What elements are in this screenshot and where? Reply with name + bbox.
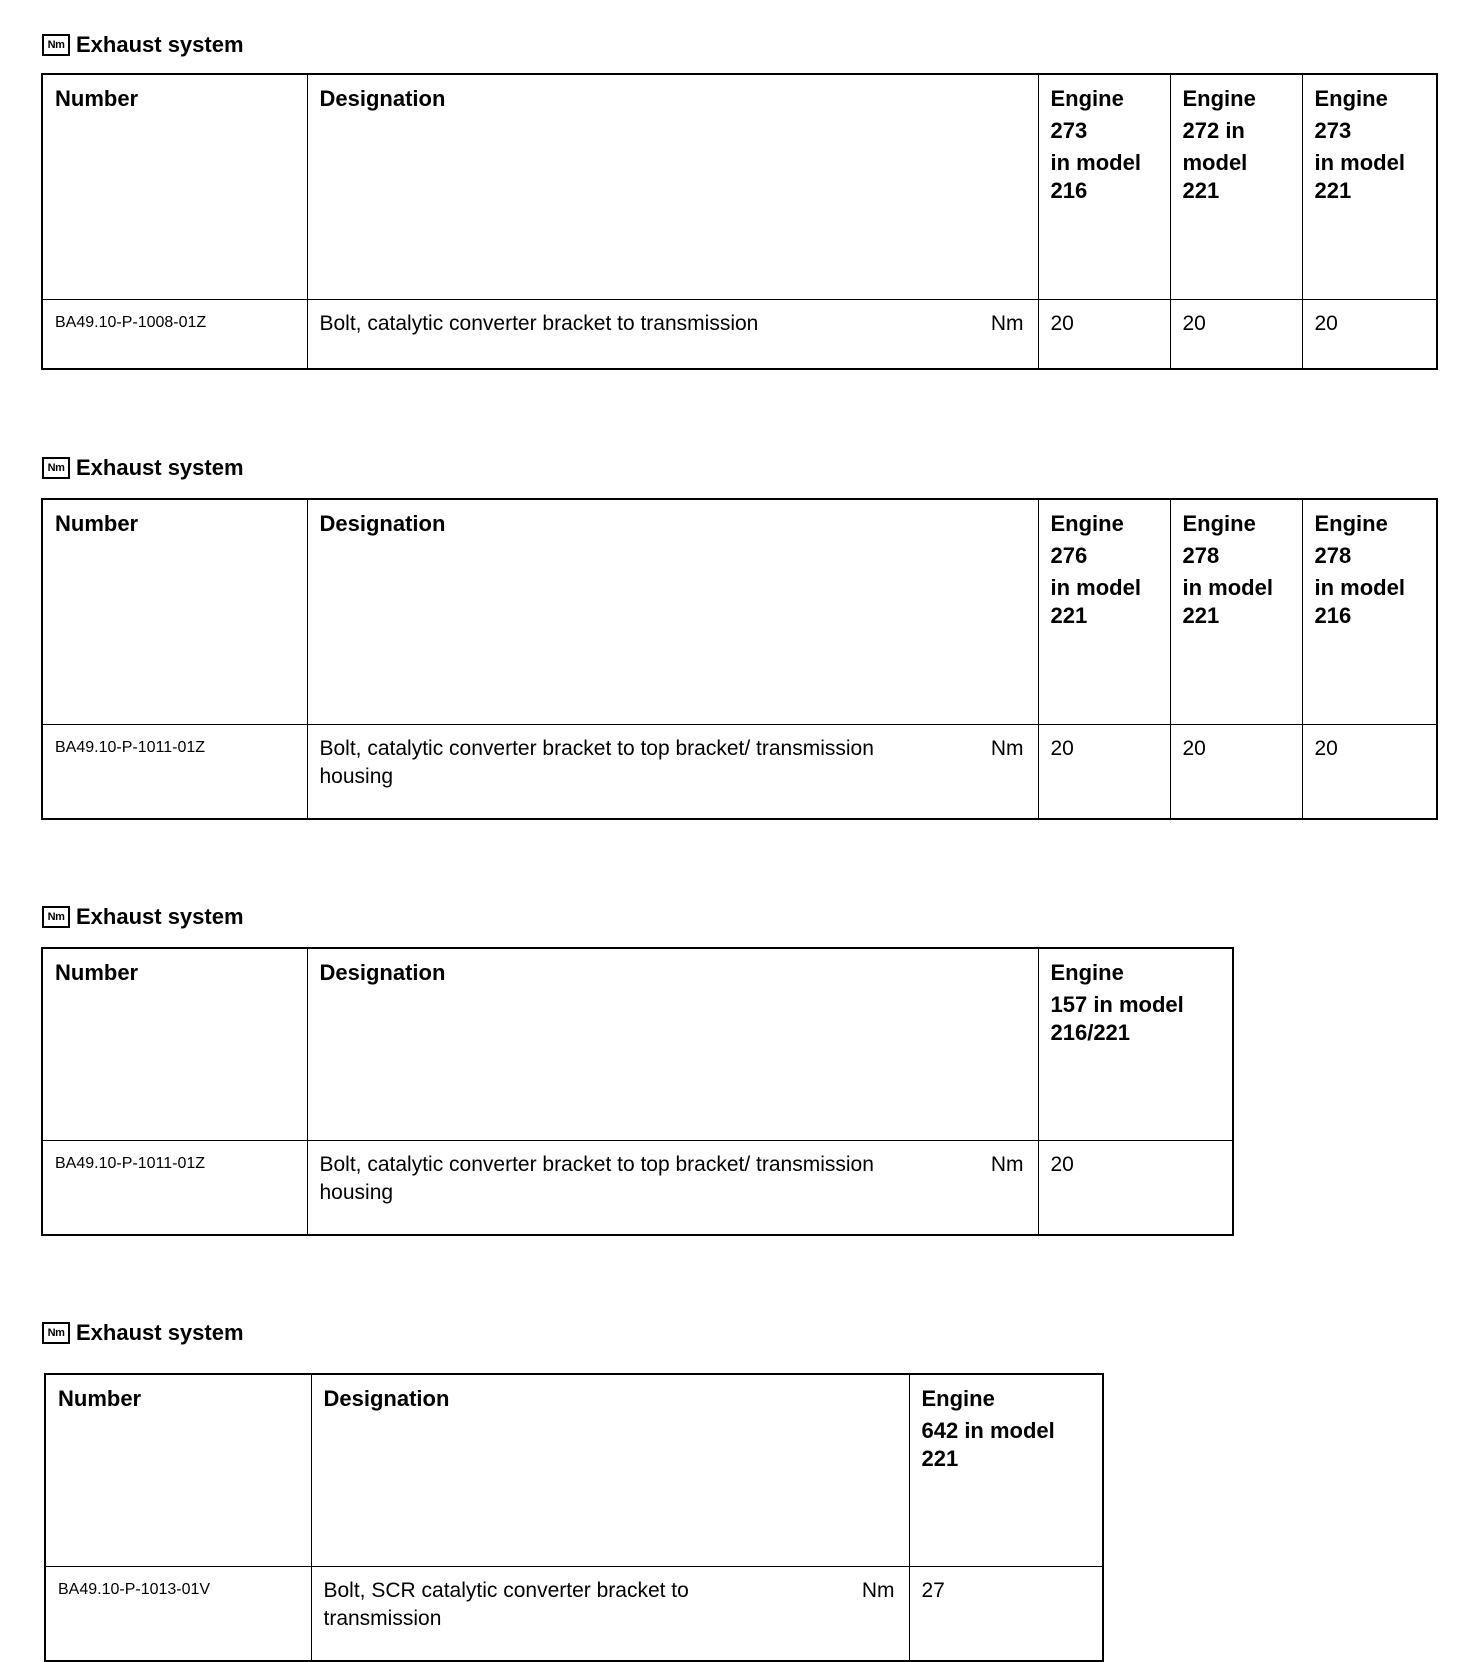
- engine-header: Engine 273 in model 216: [1038, 74, 1170, 299]
- torque-value: 20: [1170, 299, 1302, 369]
- torque-table: [41, 498, 1438, 820]
- section-title: [42, 32, 244, 58]
- designation-text: Bolt, catalytic converter bracket to transmission: [319, 311, 759, 335]
- header-row: [42, 74, 1437, 299]
- torque-value: 20: [1038, 299, 1170, 369]
- torque-table: [44, 1373, 1104, 1662]
- torque-nm-icon: Nm: [42, 1322, 70, 1344]
- torque-nm-icon: Nm: [42, 457, 70, 479]
- table-row: [42, 299, 1437, 369]
- designation-cell: [307, 299, 1038, 369]
- part-number: BA49.10-P-1013-01V: [45, 1566, 311, 1661]
- section-title-text: Exhaust system: [76, 455, 244, 480]
- unit-label: Nm: [861, 1578, 895, 1602]
- engine-header: Engine 278 in model 216: [1302, 499, 1437, 724]
- designation-cell: [311, 1566, 909, 1661]
- designation-cell: [307, 724, 1038, 819]
- header-row: [45, 1374, 1103, 1566]
- section-title: [42, 455, 244, 481]
- number-header: Number: [45, 1374, 311, 1566]
- part-number: BA49.10-P-1011-01Z: [42, 1140, 307, 1235]
- engine-header: Engine 278 in model 221: [1170, 499, 1302, 724]
- unit-label: Nm: [990, 1152, 1024, 1176]
- engine-header: Engine 273 in model 221: [1302, 74, 1437, 299]
- designation-header: Designation: [311, 1374, 909, 1566]
- header-row: [42, 499, 1437, 724]
- torque-value: 20: [1170, 724, 1302, 819]
- torque-value: 20: [1302, 724, 1437, 819]
- part-number: BA49.10-P-1008-01Z: [42, 299, 307, 369]
- torque-value: 27: [909, 1566, 1103, 1661]
- unit-label: Nm: [990, 736, 1024, 760]
- designation-text: Bolt, catalytic converter bracket to top bracket/ transmission housing: [319, 1152, 874, 1204]
- part-number: BA49.10-P-1011-01Z: [42, 724, 307, 819]
- designation-cell: [307, 1140, 1038, 1235]
- torque-value: 20: [1038, 1140, 1233, 1235]
- unit-label: Nm: [990, 311, 1024, 335]
- engine-header: Engine 276 in model 221: [1038, 499, 1170, 724]
- section-title: [42, 1320, 244, 1346]
- designation-header: Designation: [307, 74, 1038, 299]
- table-row: [42, 724, 1437, 819]
- designation-header: Designation: [307, 948, 1038, 1140]
- torque-nm-icon: Nm: [42, 34, 70, 56]
- number-header: Number: [42, 74, 307, 299]
- section-title-text: Exhaust system: [76, 904, 244, 929]
- section-title-text: Exhaust system: [76, 32, 244, 57]
- table-row: [45, 1566, 1103, 1661]
- torque-table: [41, 947, 1234, 1236]
- engine-header: Engine 642 in model 221: [909, 1374, 1103, 1566]
- number-header: Number: [42, 499, 307, 724]
- number-header: Number: [42, 948, 307, 1140]
- torque-table: [41, 73, 1438, 370]
- engine-header: Engine 272 in model 221: [1170, 74, 1302, 299]
- designation-text: Bolt, catalytic converter bracket to top bracket/ transmission housing: [319, 736, 874, 788]
- designation-header: Designation: [307, 499, 1038, 724]
- torque-value: 20: [1038, 724, 1170, 819]
- section-title-text: Exhaust system: [76, 1320, 244, 1345]
- torque-nm-icon: Nm: [42, 906, 70, 928]
- header-row: [42, 948, 1233, 1140]
- section-title: [42, 904, 244, 930]
- designation-text: Bolt, SCR catalytic converter bracket to transmission: [323, 1578, 689, 1630]
- engine-header: Engine 157 in model 216/221: [1038, 948, 1233, 1140]
- table-row: [42, 1140, 1233, 1235]
- torque-value: 20: [1302, 299, 1437, 369]
